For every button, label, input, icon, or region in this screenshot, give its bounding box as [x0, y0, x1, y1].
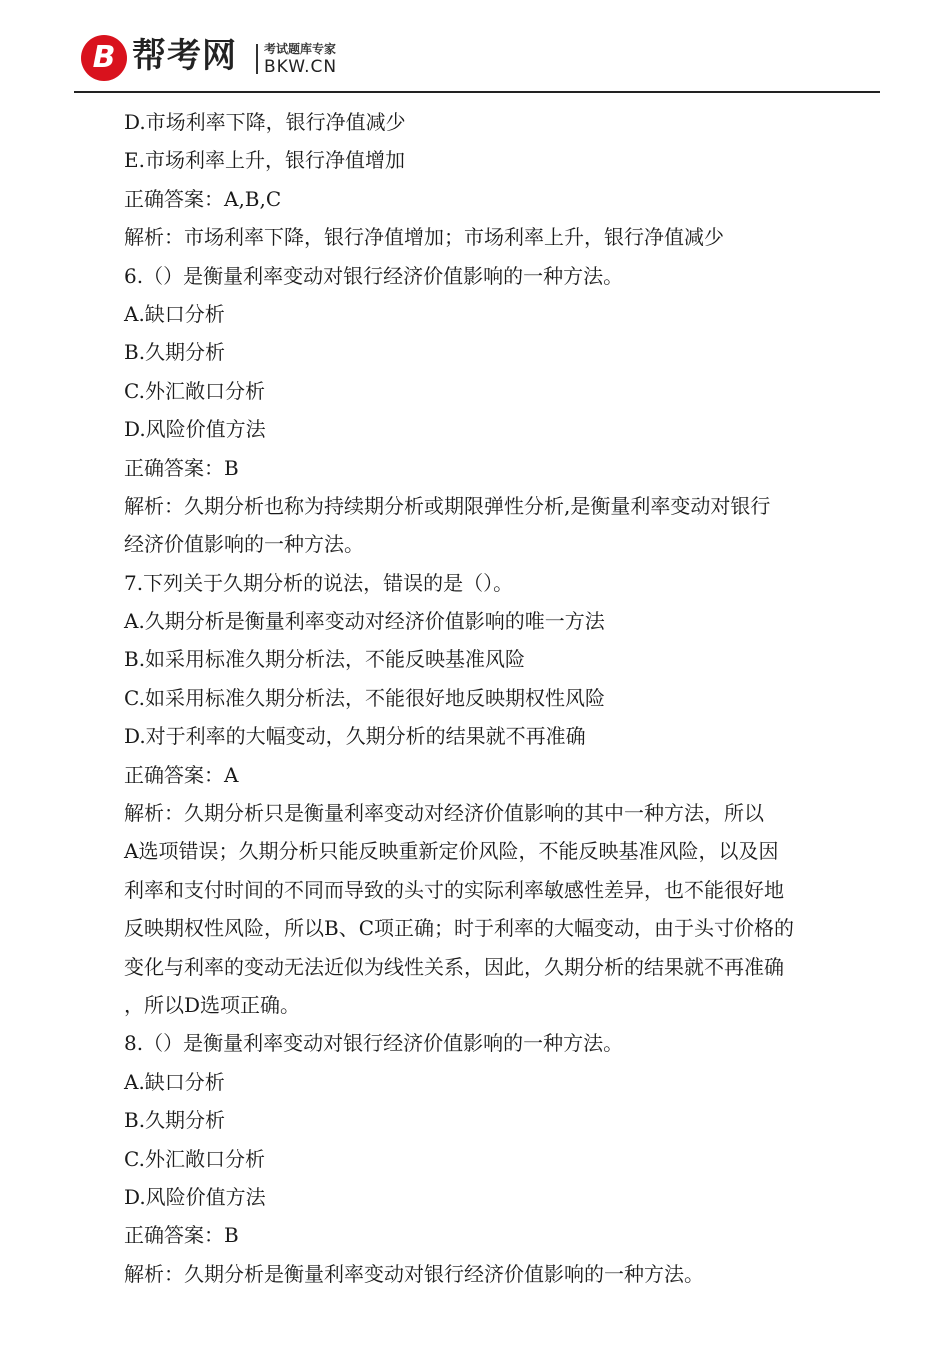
text-line: 6.（）是衡量利率变动对银行经济价值影响的一种方法。	[124, 263, 624, 288]
text-line: C.外汇敞口分析	[124, 378, 265, 403]
text-line: 7.下列关于久期分析的说法，错误的是（）。	[124, 570, 514, 595]
text-line: 变化与利率的变动无法近似为线性关系，因此，久期分析的结果就不再准确	[124, 954, 784, 979]
text-line: D.风险价值方法	[124, 1184, 266, 1209]
text-line: 解析：久期分析也称为持续期分析或期限弹性分析,是衡量利率变动对银行	[124, 493, 771, 518]
text-line: C.如采用标准久期分析法，不能很好地反映期权性风险	[124, 685, 605, 710]
text-line: D.风险价值方法	[124, 417, 266, 442]
brand-slogan: 考试题库专家	[264, 42, 337, 56]
brand-domain: BKW.CN	[264, 57, 338, 77]
logo-divider	[256, 44, 258, 74]
brand-name: 帮考网	[132, 36, 237, 76]
brand-logo-icon: B	[81, 35, 127, 81]
text-line: B.久期分析	[124, 1108, 226, 1133]
page-header	[78, 30, 880, 92]
text-line: B.久期分析	[124, 340, 226, 365]
text-line: 反映期权性风险，所以B、C项正确；时于利率的大幅变动，由于头寸价格的	[124, 916, 794, 941]
text-line: 解析：久期分析只是衡量利率变动对经济价值影响的其中一种方法，所以	[124, 801, 764, 826]
text-line: 8.（）是衡量利率变动对银行经济价值影响的一种方法。	[124, 1031, 624, 1056]
text-line: 正确答案：B	[124, 455, 239, 480]
text-line: 经济价值影响的一种方法。	[124, 532, 364, 557]
text-line: 解析：市场利率下降，银行净值增加；市场利率上升，银行净值减少	[124, 225, 724, 250]
text-line: E.市场利率上升，银行净值增加	[124, 148, 405, 173]
text-line: 正确答案：A,B,C	[124, 186, 282, 211]
text-line: 正确答案：B	[124, 1223, 239, 1248]
text-line: 正确答案：A	[124, 762, 239, 787]
text-line: B.如采用标准久期分析法，不能反映基准风险	[124, 647, 526, 672]
header-divider	[74, 91, 880, 93]
text-line: A.缺口分析	[124, 1069, 225, 1094]
text-line: A.缺口分析	[124, 301, 225, 326]
text-line: 解析：久期分析是衡量利率变动对银行经济价值影响的一种方法。	[124, 1261, 704, 1286]
text-line: C.外汇敞口分析	[124, 1146, 265, 1171]
text-line: D.市场利率下降，银行净值减少	[124, 110, 406, 134]
text-line: A选项错误；久期分析只能反映重新定价风险，不能反映基准风险，以及因	[124, 839, 779, 864]
text-line: ，所以D选项正确。	[124, 992, 301, 1017]
text-line: A.久期分析是衡量利率变动对经济价值影响的唯一方法	[124, 609, 605, 634]
text-line: D.对于利率的大幅变动，久期分析的结果就不再准确	[124, 724, 586, 749]
document-body	[124, 103, 864, 1293]
text-line: 利率和支付时间的不同而导致的头寸的实际利率敏感性差异，也不能很好地	[124, 877, 784, 902]
